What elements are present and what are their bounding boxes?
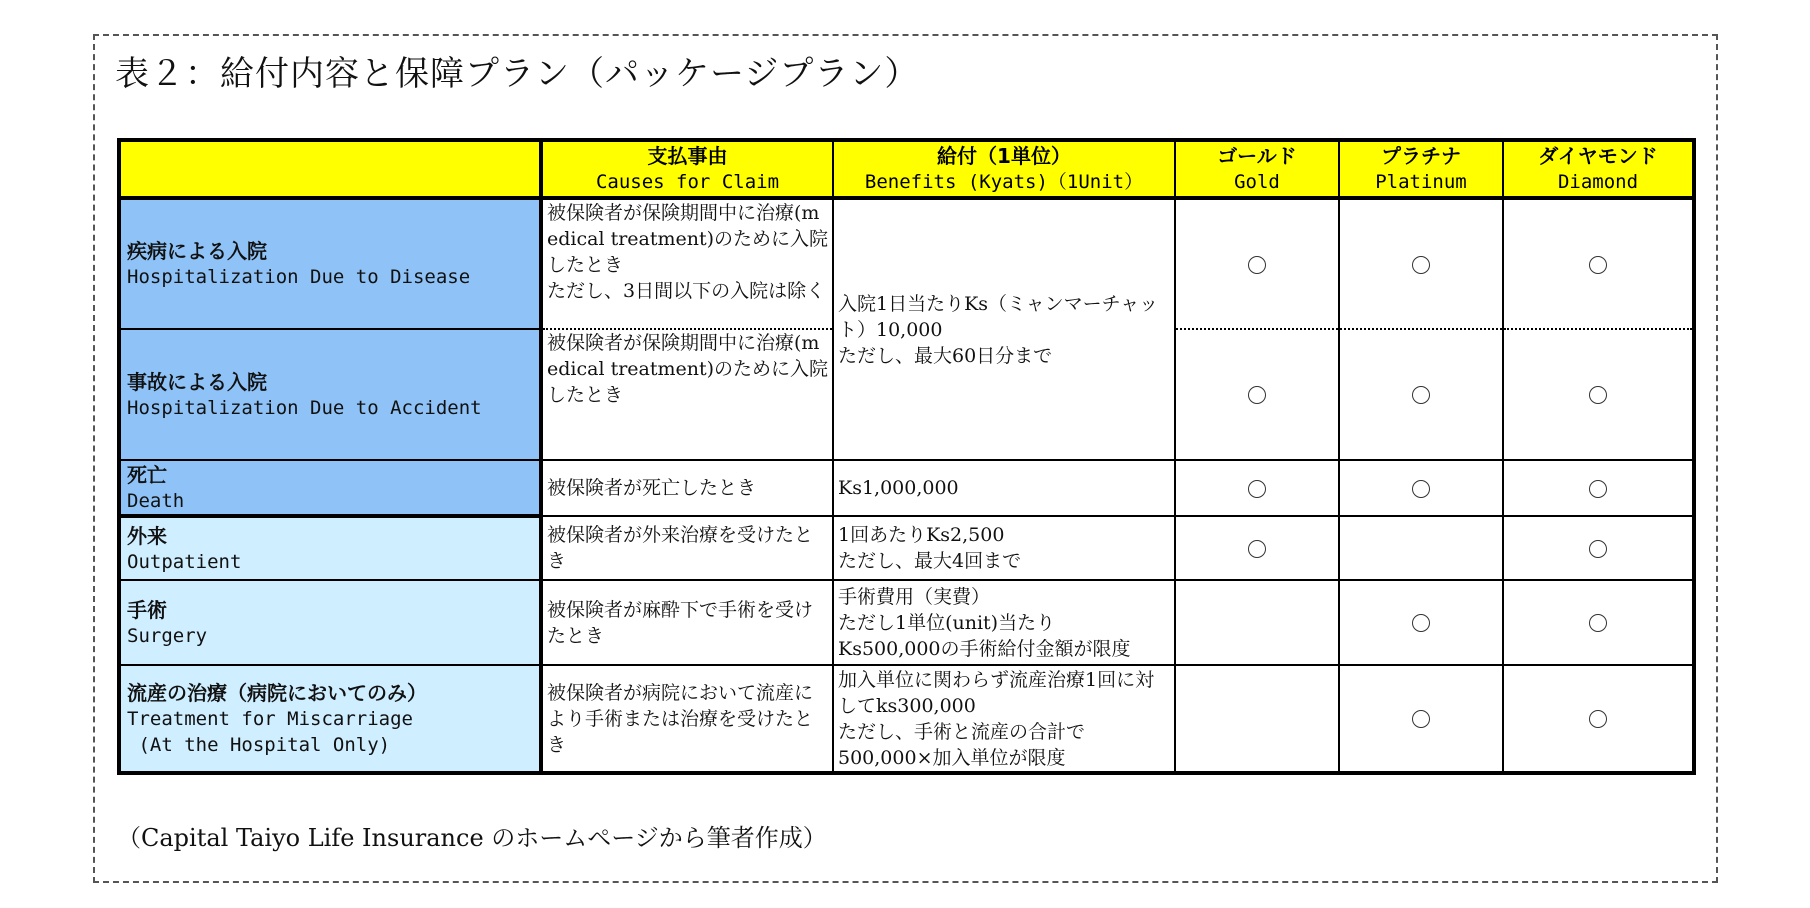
- row-benefit-text: 1回あたりKs2,500 ただし、最大4回まで: [838, 524, 1022, 572]
- gold-mark: [1175, 516, 1339, 580]
- covered-circle-icon: [1589, 256, 1607, 274]
- header-gold-en: Gold: [1234, 171, 1280, 193]
- row-benefit: [833, 460, 1175, 516]
- table-row: [119, 460, 1694, 516]
- header-platinum: [1339, 140, 1503, 198]
- row-name-en: Hospitalization Due to Disease: [127, 266, 471, 288]
- row-name-jp: 事故による入院: [127, 369, 267, 394]
- row-cause: [541, 516, 833, 580]
- covered-circle-icon: [1248, 386, 1266, 404]
- header-benefit: [833, 140, 1175, 198]
- diamond-mark: [1503, 580, 1694, 665]
- diamond-mark: [1503, 329, 1694, 460]
- row-name: [119, 329, 541, 460]
- row-name-en: Death: [127, 489, 185, 512]
- header-row: [119, 140, 1694, 198]
- table-title: 表２：給付内容と保障プラン（パッケージプラン）: [115, 54, 920, 94]
- row-cause-text: 被保険者が保険期間中に治療(medical treatment)のために入院したとき ただし、3日間以下の入院は除く: [547, 202, 829, 302]
- row-cause-text: 被保険者が麻酔下で手術を受けたとき: [547, 598, 814, 647]
- diamond-mark: [1503, 665, 1694, 773]
- platinum-mark: [1339, 329, 1503, 460]
- row-name-en: Outpatient: [127, 550, 242, 573]
- gold-mark: [1175, 665, 1339, 773]
- row-name-jp: 手術: [127, 597, 167, 622]
- row-cause-text: 被保険者が保険期間中に治療(medical treatment)のために入院したとき: [547, 332, 829, 406]
- gold-mark: [1175, 460, 1339, 516]
- table-row: [119, 516, 1694, 580]
- platinum-mark: [1339, 665, 1503, 773]
- gold-mark: [1175, 329, 1339, 460]
- row-cause-text: 被保険者が外来治療を受けたとき: [547, 524, 814, 572]
- covered-circle-icon: [1589, 480, 1607, 498]
- row-benefit-text: 加入単位に関わらず流産治療1回に対してks300,000 ただし、手術と流産の合計で 500,000×加入単位が限度: [838, 668, 1155, 769]
- row-name-jp: 疾病による入院: [127, 239, 267, 263]
- row-cause-text: 被保険者が死亡したとき: [547, 477, 757, 499]
- platinum-mark: [1339, 198, 1503, 329]
- platinum-mark: [1339, 516, 1503, 580]
- covered-circle-icon: [1412, 256, 1430, 274]
- row-name-jp: 流産の治療（病院においてのみ）: [127, 680, 427, 705]
- row-name: [119, 580, 541, 665]
- covered-circle-icon: [1589, 540, 1607, 558]
- header-diamond-jp: ダイヤモンド: [1538, 144, 1658, 168]
- header-gold: [1175, 140, 1339, 198]
- covered-circle-icon: [1412, 710, 1430, 728]
- header-benefit-jp: 給付（1単位）: [937, 144, 1071, 168]
- platinum-mark: [1339, 580, 1503, 665]
- row-name-jp: 死亡: [127, 462, 167, 487]
- covered-circle-icon: [1589, 614, 1607, 632]
- table-row: [119, 198, 1694, 329]
- row-name: [119, 665, 541, 773]
- row-cause: [541, 329, 833, 460]
- row-benefit-text: 手術費用（実費） ただし1単位(unit)当たり Ks500,000の手術給付金額が限度: [838, 585, 1131, 660]
- header-platinum-en: Platinum: [1375, 171, 1467, 193]
- diamond-mark: [1503, 460, 1694, 516]
- row-cause: [541, 580, 833, 665]
- header-diamond-en: Diamond: [1557, 171, 1639, 193]
- covered-circle-icon: [1589, 710, 1607, 728]
- header-blank: [119, 140, 541, 198]
- covered-circle-icon: [1412, 614, 1430, 632]
- hospital-benefit-text: 入院1日当たりKs（ミャンマーチャット）10,000 ただし、最大60日分まで: [838, 292, 1159, 367]
- diamond-mark: [1503, 516, 1694, 580]
- covered-circle-icon: [1589, 386, 1607, 404]
- header-diamond: [1503, 140, 1694, 198]
- header-cause-jp: 支払事由: [647, 144, 728, 168]
- row-name-en: Surgery: [127, 624, 208, 647]
- hospital-benefit-cell: [833, 198, 1175, 460]
- row-cause-text: 被保険者が病院において流産により手術または治療を受けたとき: [547, 681, 814, 756]
- header-gold-jp: ゴールド: [1217, 144, 1297, 168]
- header-benefit-en: Benefits (Kyats)（1Unit）: [864, 171, 1144, 193]
- row-benefit: [833, 580, 1175, 665]
- row-name-en: Hospitalization Due to Accident: [127, 396, 482, 419]
- header-cause-en: Causes for Claim: [595, 171, 780, 193]
- row-cause: [541, 460, 833, 516]
- row-benefit-text: Ks1,000,000: [838, 477, 959, 499]
- table-row: [119, 580, 1694, 665]
- covered-circle-icon: [1412, 386, 1430, 404]
- row-name: [119, 198, 541, 329]
- table-row: [119, 665, 1694, 773]
- row-cause: [541, 665, 833, 773]
- covered-circle-icon: [1412, 480, 1430, 498]
- gold-mark: [1175, 580, 1339, 665]
- covered-circle-icon: [1248, 540, 1266, 558]
- row-name: [119, 460, 541, 516]
- header-cause: [541, 140, 833, 198]
- row-name-en: Treatment for Miscarriage (At the Hospital Only): [127, 707, 413, 756]
- covered-circle-icon: [1248, 480, 1266, 498]
- platinum-mark: [1339, 460, 1503, 516]
- source-note: （Capital Taiyo Life Insurance のホームページから筆者作成）: [117, 824, 827, 852]
- row-name: [119, 516, 541, 580]
- row-benefit: [833, 665, 1175, 773]
- diamond-mark: [1503, 198, 1694, 329]
- row-cause: [541, 198, 833, 329]
- header-platinum-jp: プラチナ: [1381, 144, 1461, 168]
- gold-mark: [1175, 198, 1339, 329]
- row-benefit: [833, 516, 1175, 580]
- covered-circle-icon: [1248, 256, 1266, 274]
- row-name-jp: 外来: [127, 523, 167, 548]
- benefits-table: [117, 138, 1696, 775]
